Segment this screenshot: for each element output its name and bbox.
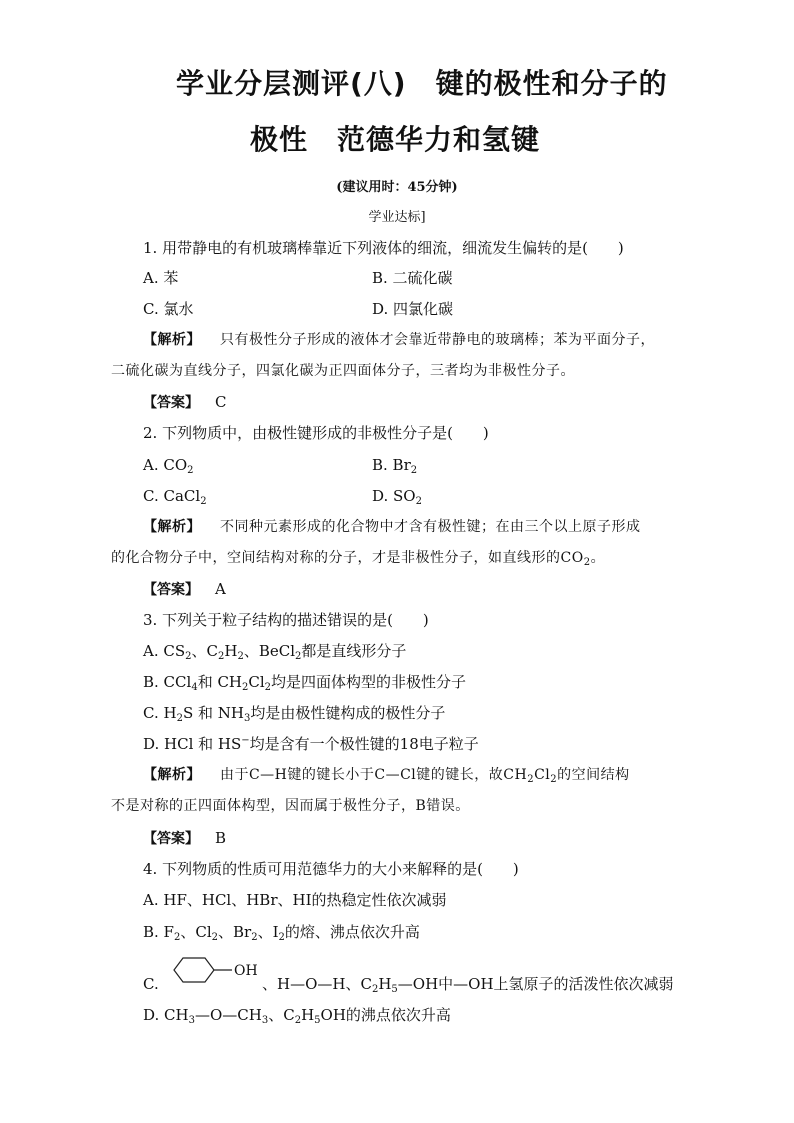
analysis-label: 【解析】 [143, 332, 201, 348]
q3-option-d: D. HCl 和 HS−均是含有一个极性键的18电子粒子 [143, 735, 479, 753]
q1-option-a: A. 苯 [143, 269, 179, 287]
q2-option-c: C. CaCl$_2$ [143, 487, 207, 507]
q2-option-d: D. $SO_2$ [372, 487, 422, 507]
q3-option-c: C. $H_2S$ 和 $NH_3$均是由极性键构成的极性分子 [143, 704, 446, 724]
q2-stem: 2. 下列物质中，由极性键形成的非极性分子是( ) [143, 424, 489, 442]
q1-answer [143, 392, 226, 413]
q3-answer-value: B [215, 829, 227, 847]
page-title-line-1: 学业分层测评(八) 键的极性和分子的 [176, 67, 668, 100]
q2-analysis-text-1: 不同种元素形成的化合物中才含有极性键；在由三个以上原子形成 [219, 519, 641, 535]
q1-analysis-text-2: 二硫化碳为直线分子，四氯化碳为正四面体分子，三者均为非极性分子。 [111, 363, 575, 379]
q4-option-c-text: 、H—O—H、$C_2H_5—OH$中—OH上氢原子的活泼性依次减弱 [262, 975, 674, 995]
q3-option-b: B. CCl$_4$和 $CH_2Cl_2$均是四面体构型的非极性分子 [143, 673, 467, 693]
q2-option-b: B. $Br_2$ [372, 456, 418, 476]
q4-option-c-label: C. [143, 975, 159, 993]
phenol-structure-icon [170, 955, 266, 985]
q1-analysis-text-1: 只有极性分子形成的液体才会靠近带静电的玻璃棒；苯为平面分子， [219, 332, 655, 348]
q2-answer-value: A [215, 580, 226, 598]
q4-stem: 4. 下列物质的性质可用范德华力的大小来解释的是( ) [143, 860, 519, 878]
q2-analysis-text-2: 的化合物分子中，空间结构对称的分子，才是非极性分子，如直线形的$CO_2$。 [111, 550, 606, 568]
q3-answer [143, 828, 226, 849]
q4-option-d: D. $CH_3—O—CH_3$、$C_2H_5OH$的沸点依次升高 [143, 1006, 451, 1026]
analysis-label: 【解析】 [143, 767, 201, 783]
q4-option-b: B. $F_2$、$Cl_2$、$Br_2$、$I_2$的熔、沸点依次升高 [143, 923, 420, 943]
q3-analysis-text-2: 不是对称的正四面体构型，因而属于极性分子，B错误。 [111, 798, 470, 814]
q3-analysis-text-1: 由于C—H键的键长小于C—Cl键的键长，故$CH_2Cl_2$的空间结构 [219, 767, 630, 785]
q2-answer [143, 579, 226, 600]
q1-analysis [143, 330, 655, 350]
answer-label: 【答案】 [143, 582, 199, 598]
q1-option-d: D. 四氯化碳 [372, 300, 454, 318]
page-title-line-2: 极性 范德华力和氢键 [250, 123, 541, 156]
suggested-time: (建议用时：45分钟) [336, 180, 458, 195]
answer-label: 【答案】 [143, 831, 199, 847]
q3-stem: 3. 下列关于粒子结构的描述错误的是( ) [143, 611, 429, 629]
q1-option-c: C. 氯水 [143, 300, 194, 318]
q4-option-a: A. HF、HCl、HBr、HI的热稳定性依次减弱 [143, 891, 447, 909]
phenol-oh-label: OH [234, 963, 258, 979]
q2-option-a: A. $CO_2$ [143, 456, 194, 476]
analysis-label: 【解析】 [143, 519, 201, 535]
section-label: 学业达标] [368, 210, 426, 225]
answer-label: 【答案】 [143, 395, 199, 411]
q1-answer-value: C [215, 393, 227, 411]
q2-analysis [143, 517, 640, 537]
q3-analysis [143, 765, 630, 785]
q1-stem: 1. 用带静电的有机玻璃棒靠近下列液体的细流，细流发生偏转的是( ) [143, 239, 624, 257]
q3-option-a: A. $CS_2$、$C_2H_2$、BeCl$_2$都是直线形分子 [143, 642, 407, 662]
q1-option-b: B. 二硫化碳 [372, 269, 453, 287]
